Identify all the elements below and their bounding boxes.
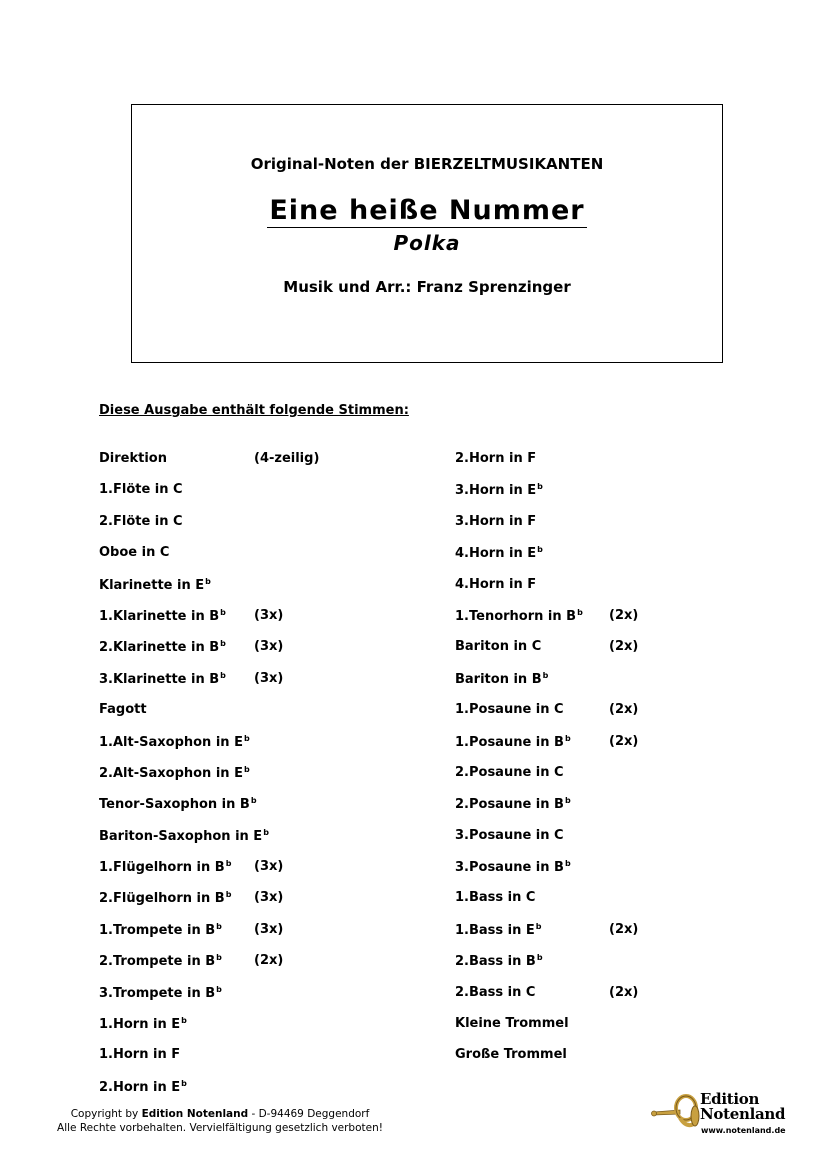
part-name [99,828,269,844]
part-name-text: Bariton-Saxophon in E [99,828,263,844]
part-row [455,545,785,576]
part-name [455,671,548,687]
part-name-text: 2.Trompete in B [99,954,216,970]
flat-sign: b [181,1078,187,1088]
part-name-text: 2.Alt-Saxophon in E [99,765,243,781]
publisher-logo-text [700,1092,785,1122]
part-name-text: 3.Horn in F [455,513,537,529]
copyright-line [50,1107,390,1121]
part-name-text: 2.Flügelhorn in B [99,891,225,907]
rights-line: Alle Rechte vorbehalten. Vervielfältigung gesetzlich verboten! [57,1122,383,1134]
part-row [455,608,785,639]
part-row [99,1016,429,1047]
part-row [99,796,429,827]
flat-sign: b [225,859,232,869]
part-count: (2x) [609,702,639,718]
part-name [99,1047,180,1062]
flat-sign: b [564,796,571,806]
part-name [455,734,571,750]
part-row [455,765,785,796]
part-row [99,765,429,796]
piece-genre: Polka [393,231,461,255]
publisher-name: Edition Notenland [141,1108,249,1120]
flat-sign: b [216,921,222,931]
part-name-text: 1.Trompete in B [99,922,216,938]
part-name-text: 3.Klarinette in B [99,671,220,687]
part-count: (2x) [609,733,639,749]
part-row [455,953,785,984]
flat-sign: b [243,733,250,743]
part-name-text: Tenor-Saxophon in B [99,797,250,813]
part-name [455,765,564,780]
part-name [99,639,226,655]
part-name-text: 4.Horn in F [455,576,537,592]
part-name-text: 1.Bass in E [455,922,535,938]
part-row [455,1016,785,1047]
part-name-text: 3.Posaune in C [455,827,564,843]
part-name [455,482,543,498]
part-name-text: 1.Posaune in B [455,734,564,750]
part-row [455,796,785,827]
part-name [99,482,183,497]
flat-sign: b [564,859,571,869]
part-name-text: 2.Horn in F [455,451,537,466]
part-name [99,577,211,593]
part-name-text: 1.Posaune in C [455,702,564,718]
part-name [455,985,535,1000]
part-row [455,702,785,733]
part-row [455,671,785,702]
part-name [99,1016,187,1032]
flat-sign: b [536,953,543,963]
part-row [99,890,429,921]
part-name [455,890,535,905]
part-count: (3x) [254,639,284,655]
part-row [99,922,429,953]
part-row [99,985,429,1016]
part-name [455,859,571,875]
copyright-suffix: - D-94469 Deggendorf [248,1108,370,1120]
part-name-text: 1.Klarinette in B [99,608,220,624]
part-row [99,451,429,482]
flat-sign: b [542,670,549,680]
flat-sign: b [181,1016,187,1026]
part-name [99,734,250,750]
part-name-text: 2.Horn in E [99,1079,181,1095]
part-count: (2x) [609,984,639,1000]
flat-sign: b [535,921,542,931]
part-count: (3x) [254,670,284,686]
part-row [455,890,785,921]
part-name [455,922,542,938]
part-name-text: 2.Bass in B [455,954,536,970]
part-name [99,1079,187,1095]
part-row [455,451,785,482]
part-row [99,671,429,702]
flat-sign: b [220,670,226,680]
part-row [455,577,785,608]
part-name [455,577,536,592]
part-row [455,922,785,953]
part-name [455,796,571,812]
part-row [99,1047,429,1078]
flat-sign: b [205,576,211,586]
part-row [455,828,785,859]
part-name-text: 2.Posaune in C [455,764,564,780]
part-row [455,734,785,765]
part-count: (3x) [254,859,284,875]
part-row [99,702,429,733]
part-count: (3x) [254,607,284,623]
part-name-text: Oboe in C [99,545,170,561]
part-name [455,1016,569,1031]
logo-line-2: Notenland [700,1105,786,1123]
flat-sign: b [537,545,543,555]
composer-credit: Musik und Arr.: Franz Sprenzinger [283,278,571,296]
part-row [455,985,785,1016]
part-name [99,451,167,466]
part-name [99,985,222,1001]
part-row [99,859,429,890]
parts-heading: Diese Ausgabe enthält folgende Stimmen: [99,403,409,418]
part-name-text: Kleine Trommel [455,1016,569,1032]
piece-title-text: Eine heiße Nummer [269,195,585,226]
part-name-text: 3.Posaune in B [455,860,564,876]
part-row [99,608,429,639]
part-name [99,796,257,812]
part-count: (2x) [609,607,639,623]
part-name [455,953,543,969]
part-name-text: 1.Horn in F [99,1047,181,1063]
part-count: (2x) [609,921,639,937]
title-box [131,104,723,363]
part-name [455,608,583,624]
part-row [455,514,785,545]
part-row [455,859,785,890]
flat-sign: b [243,764,250,774]
part-name-text: Klarinette in E [99,577,205,593]
part-name-text: 4.Horn in E [455,546,537,562]
part-row [99,828,429,859]
part-name-text: Direktion [99,451,167,466]
piece-title [132,195,722,228]
part-name-text: 2.Posaune in B [455,797,564,813]
part-name-text: 3.Horn in E [455,483,537,499]
part-name [99,953,222,969]
part-count: (3x) [254,890,284,906]
part-name-text: 2.Flöte in C [99,513,183,529]
part-row [99,1079,429,1110]
flat-sign: b [220,639,226,649]
copyright-prefix: Copyright by [70,1108,142,1120]
part-row [99,545,429,576]
part-name [99,765,250,781]
part-name [99,702,147,717]
part-row [455,639,785,670]
logo-line-1: Edition [700,1090,760,1108]
flat-sign: b [216,984,222,994]
part-row [99,734,429,765]
flat-sign: b [577,607,583,617]
flat-sign: b [537,482,543,492]
part-row [99,482,429,513]
part-name-text: 2.Klarinette in B [99,640,220,656]
part-name [99,545,169,560]
part-name [455,514,536,529]
part-name [455,1047,567,1062]
part-count: (2x) [609,639,639,655]
part-name [99,859,231,875]
part-row [455,1047,785,1078]
flat-sign: b [220,607,226,617]
parts-column-left [99,451,429,1110]
part-name-text: Fagott [99,702,147,718]
flat-sign: b [263,827,269,837]
part-count: (3x) [254,921,284,937]
part-name-text: 3.Trompete in B [99,985,216,1001]
part-row [99,514,429,545]
part-name-text: 1.Horn in E [99,1017,181,1033]
part-count: (4-zeilig) [254,451,320,466]
part-row [455,482,785,513]
part-row [99,953,429,984]
part-name [99,890,231,906]
part-name [455,639,541,654]
part-name [455,545,543,561]
part-name [99,671,226,687]
part-name [455,451,536,466]
part-name-text: Bariton in B [455,671,542,687]
flat-sign: b [250,796,257,806]
part-count: (2x) [254,953,284,969]
part-name [99,922,222,938]
part-name-text: 1.Alt-Saxophon in E [99,734,243,750]
part-name-text: 2.Bass in C [455,984,536,1000]
copyright-notice [50,1107,390,1135]
part-name-text: Bariton in C [455,639,542,655]
publisher-url: www.notenland.de [701,1126,786,1135]
part-name-text: Große Trommel [455,1047,567,1063]
part-name-text: 1.Flöte in C [99,482,183,498]
part-row [99,639,429,670]
part-name-text: 1.Bass in C [455,890,536,906]
flat-sign: b [216,953,222,963]
part-name [99,514,183,529]
series-subtitle: Original-Noten der BIERZELTMUSIKANTEN [250,155,604,173]
flat-sign: b [564,733,571,743]
flat-sign: b [225,890,232,900]
parts-column-right [455,451,785,1079]
part-name-text: 1.Tenorhorn in B [455,608,577,624]
part-row [99,577,429,608]
part-name [455,702,564,717]
part-name [99,608,226,624]
part-name-text: 1.Flügelhorn in B [99,860,225,876]
part-name [455,828,564,843]
